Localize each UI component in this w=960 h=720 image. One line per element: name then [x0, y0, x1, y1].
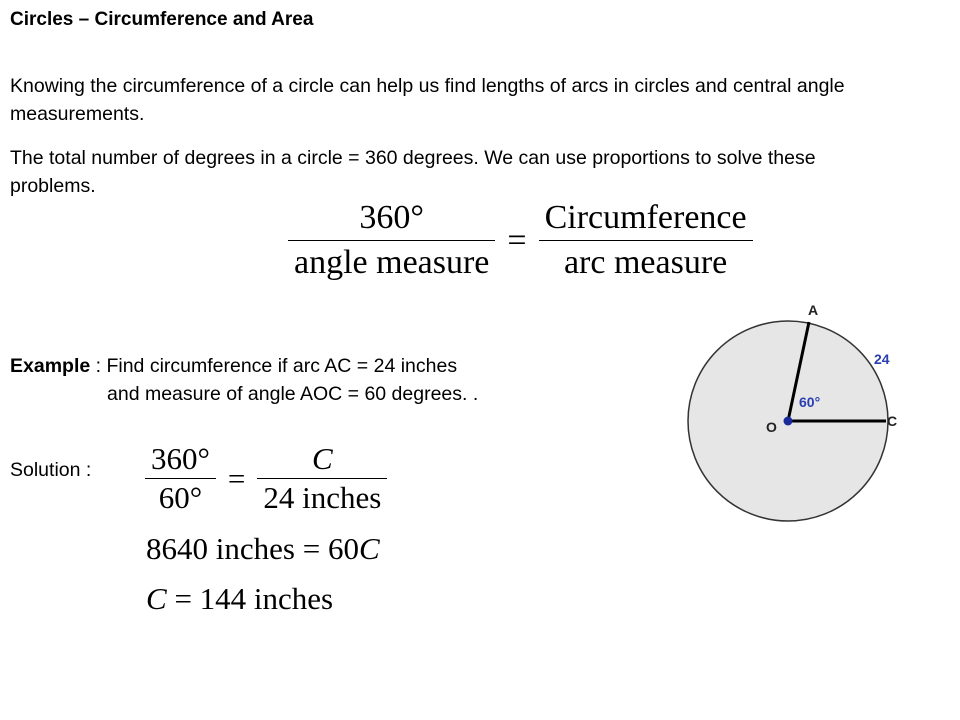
point-c-label: C	[887, 413, 898, 429]
solution-label: Solution :	[10, 459, 92, 481]
solution-step-3	[146, 580, 333, 618]
angle-label: 60°	[799, 394, 821, 410]
point-o-label: O	[766, 419, 777, 435]
formula-right-denominator: arc measure	[563, 244, 728, 281]
example-line-1	[10, 352, 457, 380]
intro-paragraph: Knowing the circumference of a circle can help us find lengths of arcs in circles and central angle measurements.	[10, 75, 845, 125]
circle-diagram-svg	[680, 296, 920, 526]
formula-right-numerator: Circumference	[544, 199, 747, 236]
solution-right-denominator: 24 inches	[263, 480, 382, 515]
solution-right-fraction	[257, 440, 387, 517]
solution-step-3-var: C	[146, 581, 167, 616]
formula-left-denominator: angle measure	[294, 244, 490, 281]
degrees-paragraph: The total number of degrees in a circle = 360 degrees. We can use proportions to solve these problems.	[10, 147, 816, 197]
solution-equals: =	[227, 460, 246, 496]
formula-equals: =	[507, 221, 527, 259]
solution-left-numerator: 360°	[151, 441, 210, 476]
page-title: Circles – Circumference and Area	[10, 9, 314, 30]
solution-step-2-left: 8640 inches	[146, 531, 295, 566]
solution-step-2-coef: 60	[327, 531, 359, 566]
solution-right-numerator: C	[312, 441, 333, 476]
formula-right-fraction	[539, 198, 753, 283]
circle-diagram	[680, 296, 920, 526]
proportion-formula	[288, 198, 753, 283]
solution-proportion	[145, 440, 387, 517]
example-line-2: and measure of angle AOC = 60 degrees. .	[107, 383, 479, 405]
example-text-1: : Find circumference if arc AC = 24 inches	[90, 355, 458, 377]
point-a-label: A	[808, 302, 819, 318]
formula-left-numerator: 360°	[359, 199, 424, 236]
arc-length-label: 24	[874, 351, 890, 367]
solution-step-2-var: C	[358, 531, 380, 566]
solution-left-fraction	[145, 440, 216, 517]
solution-step-3-rest: = 144 inches	[166, 581, 334, 616]
example-label: Example	[10, 355, 91, 377]
center-dot	[784, 417, 793, 426]
solution-left-denominator: 60°	[158, 480, 203, 515]
solution-step-2	[146, 530, 380, 568]
solution-step-2-equals: =	[294, 531, 328, 566]
formula-left-fraction	[288, 198, 495, 283]
